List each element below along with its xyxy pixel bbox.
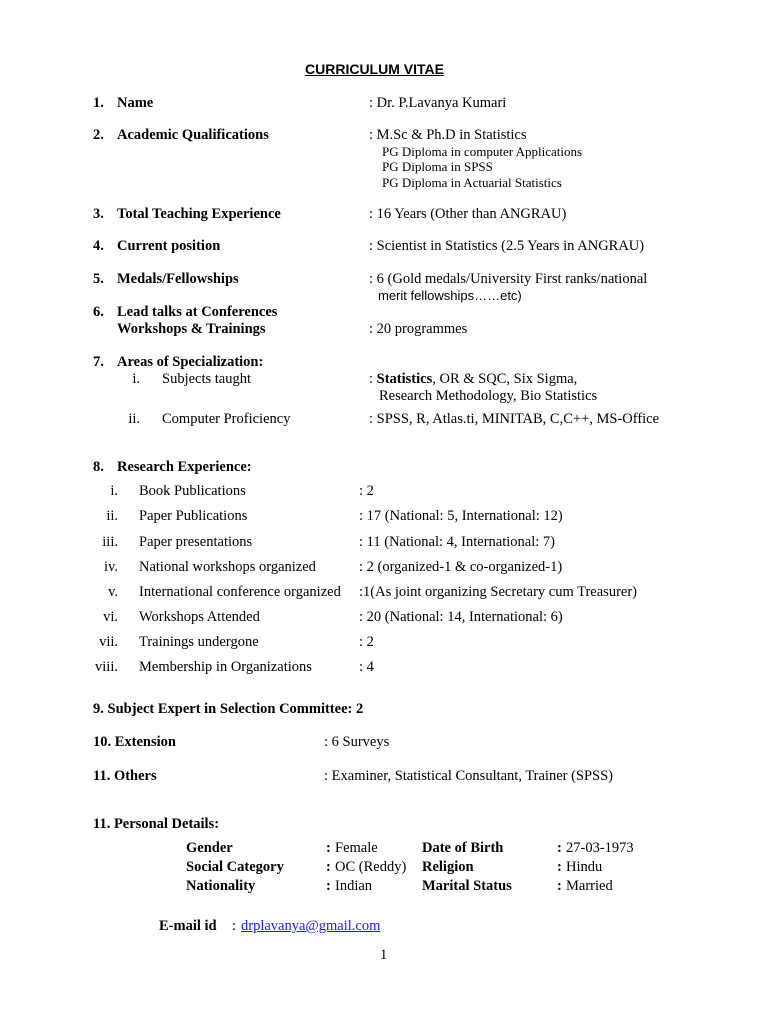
email-label: E-mail id bbox=[159, 918, 217, 934]
nationality-label: Nationality bbox=[186, 878, 256, 894]
section-number: 7. bbox=[93, 354, 104, 370]
separator: : bbox=[326, 878, 331, 894]
subjects-taught-label: Subjects taught bbox=[162, 371, 252, 387]
research-item-value: : 4 bbox=[359, 659, 374, 675]
lead-talks-label-cont: Workshops & Trainings bbox=[117, 321, 266, 337]
section-number: 1. bbox=[93, 95, 104, 111]
lead-talks-value: : 20 programmes bbox=[369, 321, 468, 337]
email-link[interactable]: drplavanya@gmail.com bbox=[241, 918, 381, 934]
subjects-rest: , OR & SQC, Six Sigma, bbox=[432, 371, 578, 387]
category-value: OC (Reddy) bbox=[335, 859, 407, 875]
section-number: 6. bbox=[93, 304, 104, 320]
others-value: : Examiner, Statistical Consultant, Trainer (SPSS) bbox=[324, 768, 614, 784]
subjects-taught-value-cont: Research Methodology, Bio Statistics bbox=[379, 388, 598, 404]
computer-proficiency-value: : SPSS, R, Atlas.ti, MINITAB, C,C++, MS-Office bbox=[369, 411, 660, 427]
teaching-value: : 16 Years (Other than ANGRAU) bbox=[369, 206, 567, 222]
specialization-label: Areas of Specialization: bbox=[117, 354, 264, 370]
section-number: 8. bbox=[93, 459, 104, 475]
subjects-taught-value bbox=[369, 372, 577, 388]
others-label: 11. Others bbox=[93, 768, 157, 784]
research-item-number: iv. bbox=[104, 559, 118, 575]
position-label: Current position bbox=[117, 238, 221, 254]
separator: : bbox=[557, 859, 562, 875]
research-item-label: National workshops organized bbox=[139, 559, 316, 575]
research-item-value: : 2 bbox=[359, 483, 374, 499]
marital-label: Marital Status bbox=[422, 878, 512, 894]
bold-subject: Statistics bbox=[376, 371, 433, 387]
academic-extra: PG Diploma in Actuarial Statistics bbox=[382, 175, 562, 190]
medals-value: : 6 (Gold medals/University First ranks/national bbox=[369, 271, 648, 287]
academic-extra: PG Diploma in computer Applications bbox=[382, 144, 583, 159]
dob-value: 27-03-1973 bbox=[566, 840, 634, 856]
medals-value-cont: merit fellowships……etc) bbox=[378, 288, 522, 303]
research-item-label: Membership in Organizations bbox=[139, 659, 312, 675]
value-colon: : bbox=[369, 371, 377, 387]
section-number: 5. bbox=[93, 271, 104, 287]
dob-label: Date of Birth bbox=[422, 840, 504, 856]
research-item-label: Workshops Attended bbox=[139, 609, 260, 625]
section-number: 4. bbox=[93, 238, 104, 254]
separator: : bbox=[557, 840, 562, 856]
research-item-number: ii. bbox=[106, 508, 118, 524]
research-item-label: International conference organized bbox=[139, 584, 341, 600]
research-item-value: : 11 (National: 4, International: 7) bbox=[359, 534, 555, 550]
academic-label: Academic Qualifications bbox=[117, 127, 269, 143]
name-label: Name bbox=[117, 95, 154, 111]
extension-label: 10. Extension bbox=[93, 734, 176, 750]
sub-number: ii. bbox=[128, 411, 140, 427]
sub-number: i. bbox=[132, 371, 140, 387]
religion-label: Religion bbox=[422, 859, 474, 875]
research-item-label: Trainings undergone bbox=[139, 634, 259, 650]
subject-expert: 9. Subject Expert in Selection Committee: 2 bbox=[93, 701, 364, 717]
medals-label: Medals/Fellowships bbox=[117, 271, 239, 287]
research-item-value: : 2 (organized-1 & co-organized-1) bbox=[359, 559, 563, 575]
research-item-value: : 17 (National: 5, International: 12) bbox=[359, 508, 563, 524]
name-value: : Dr. P.Lavanya Kumari bbox=[369, 95, 507, 111]
research-item-value: :1(As joint organizing Secretary cum Treasurer) bbox=[359, 584, 637, 600]
separator: : bbox=[557, 878, 562, 894]
page-number: 1 bbox=[380, 947, 388, 963]
gender-label: Gender bbox=[186, 840, 233, 856]
research-label: Research Experience: bbox=[117, 459, 252, 475]
research-item-value: : 2 bbox=[359, 634, 374, 650]
marital-value: Married bbox=[566, 878, 613, 894]
research-item-number: vii. bbox=[99, 634, 118, 650]
research-item-number: vi. bbox=[103, 609, 118, 625]
research-item-number: i. bbox=[110, 483, 118, 499]
research-item-label: Book Publications bbox=[139, 483, 246, 499]
research-item-label: Paper presentations bbox=[139, 534, 253, 550]
separator: : bbox=[326, 840, 331, 856]
research-item-number: viii. bbox=[95, 659, 118, 675]
lead-talks-label: Lead talks at Conferences bbox=[117, 304, 278, 320]
position-value: : Scientist in Statistics (2.5 Years in ANGRAU) bbox=[369, 238, 645, 254]
page-title: CURRICULUM VITAE bbox=[305, 61, 444, 77]
separator: : bbox=[232, 918, 237, 934]
category-label: Social Category bbox=[186, 859, 284, 875]
nationality-value: Indian bbox=[335, 878, 373, 894]
religion-value: Hindu bbox=[566, 859, 603, 875]
separator: : bbox=[326, 859, 331, 875]
research-item-label: Paper Publications bbox=[139, 508, 248, 524]
research-item-number: v. bbox=[108, 584, 118, 600]
computer-proficiency-label: Computer Proficiency bbox=[162, 411, 291, 427]
academic-value: : M.Sc & Ph.D in Statistics bbox=[369, 127, 527, 143]
research-item-number: iii. bbox=[102, 534, 118, 550]
section-number: 2. bbox=[93, 127, 104, 143]
extension-value: : 6 Surveys bbox=[324, 734, 390, 750]
teaching-label: Total Teaching Experience bbox=[117, 206, 281, 222]
research-item-value: : 20 (National: 14, International: 6) bbox=[359, 609, 563, 625]
personal-details-label: 11. Personal Details: bbox=[93, 816, 220, 832]
gender-value: Female bbox=[335, 840, 378, 856]
section-number: 3. bbox=[93, 206, 104, 222]
academic-extra: PG Diploma in SPSS bbox=[382, 159, 493, 174]
